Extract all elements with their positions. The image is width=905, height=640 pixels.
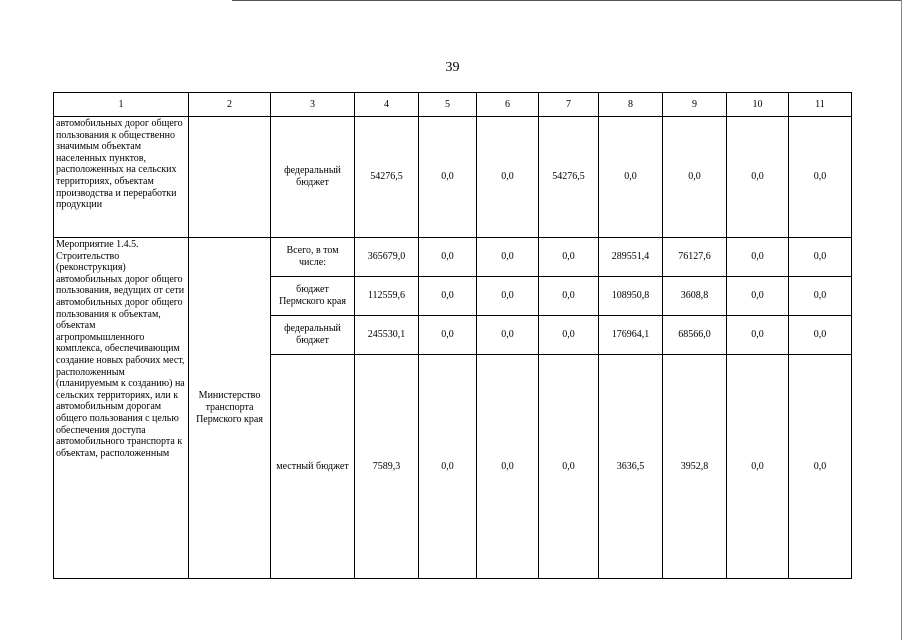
value-cell: 0,0 [477, 117, 539, 238]
value-cell: 176964,1 [599, 316, 663, 355]
header-cell: 5 [419, 93, 477, 117]
executor-cell [189, 117, 271, 238]
value-cell: 0,0 [727, 277, 789, 316]
funding-source-cell: федеральный бюджет [271, 117, 355, 238]
value-cell: 54276,5 [355, 117, 419, 238]
funding-source-cell: местный бюджет [271, 355, 355, 579]
value-cell: 0,0 [663, 117, 727, 238]
header-cell: 4 [355, 93, 419, 117]
header-cell: 10 [727, 93, 789, 117]
value-cell: 0,0 [419, 238, 477, 277]
header-cell: 8 [599, 93, 663, 117]
table-header-row [54, 93, 852, 117]
value-cell: 0,0 [789, 355, 852, 579]
table-row [54, 117, 852, 238]
value-cell: 0,0 [477, 277, 539, 316]
value-cell: 0,0 [539, 316, 599, 355]
value-cell: 0,0 [539, 277, 599, 316]
value-cell: 0,0 [419, 316, 477, 355]
executor-cell: Министерство транспорта Пермского края [189, 238, 271, 579]
value-cell: 0,0 [727, 117, 789, 238]
scan-edge-right [901, 0, 902, 640]
value-cell: 0,0 [789, 277, 852, 316]
value-cell: 0,0 [419, 117, 477, 238]
value-cell: 68566,0 [663, 316, 727, 355]
value-cell: 3636,5 [599, 355, 663, 579]
value-cell: 112559,6 [355, 277, 419, 316]
value-cell: 0,0 [477, 316, 539, 355]
funding-source-cell: федеральный бюджет [271, 316, 355, 355]
value-cell: 289551,4 [599, 238, 663, 277]
value-cell: 0,0 [539, 238, 599, 277]
header-cell: 9 [663, 93, 727, 117]
measure-description-cell: Мероприятие 1.4.5. Строительство (реконструкция) автомобильных дорог общего пользования, ведущих от сети автомобильных дорог общего пользования к объектам, объектам агропромышленного комплекса, обеспечивающим создание новых рабочих мест, расположенным (планируемым к созданию) на сельских территориях, или к автомобильным дорогам общего пользования с целью обеспечения доступа автомобильного транспорта к объектам, расположенным [54, 238, 189, 579]
value-cell: 0,0 [789, 238, 852, 277]
program-table [53, 92, 852, 579]
value-cell: 365679,0 [355, 238, 419, 277]
page-number: 39 [445, 60, 460, 75]
funding-source-cell: бюджет Пермского края [271, 277, 355, 316]
header-cell: 11 [789, 93, 852, 117]
header-cell: 6 [477, 93, 539, 117]
value-cell: 0,0 [477, 355, 539, 579]
value-cell: 0,0 [419, 355, 477, 579]
value-cell: 0,0 [727, 355, 789, 579]
value-cell: 7589,3 [355, 355, 419, 579]
value-cell: 0,0 [789, 117, 852, 238]
value-cell: 0,0 [789, 316, 852, 355]
value-cell: 0,0 [419, 277, 477, 316]
measure-description-cell: автомобильных дорог общего пользования к общественно значимым объектам населенных пунктов, расположенных на сельских территориях, объектам производства и переработки продукции [54, 117, 189, 238]
value-cell: 76127,6 [663, 238, 727, 277]
value-cell: 3952,8 [663, 355, 727, 579]
value-cell: 108950,8 [599, 277, 663, 316]
value-cell: 54276,5 [539, 117, 599, 238]
value-cell: 0,0 [727, 316, 789, 355]
funding-source-cell: Всего, в том числе: [271, 238, 355, 277]
value-cell: 0,0 [477, 238, 539, 277]
table-row [54, 238, 852, 277]
value-cell: 0,0 [539, 355, 599, 579]
header-cell: 1 [54, 93, 189, 117]
value-cell: 245530,1 [355, 316, 419, 355]
header-cell: 7 [539, 93, 599, 117]
value-cell: 3608,8 [663, 277, 727, 316]
scan-edge-top [232, 0, 902, 1]
value-cell: 0,0 [599, 117, 663, 238]
header-cell: 3 [271, 93, 355, 117]
value-cell: 0,0 [727, 238, 789, 277]
header-cell: 2 [189, 93, 271, 117]
